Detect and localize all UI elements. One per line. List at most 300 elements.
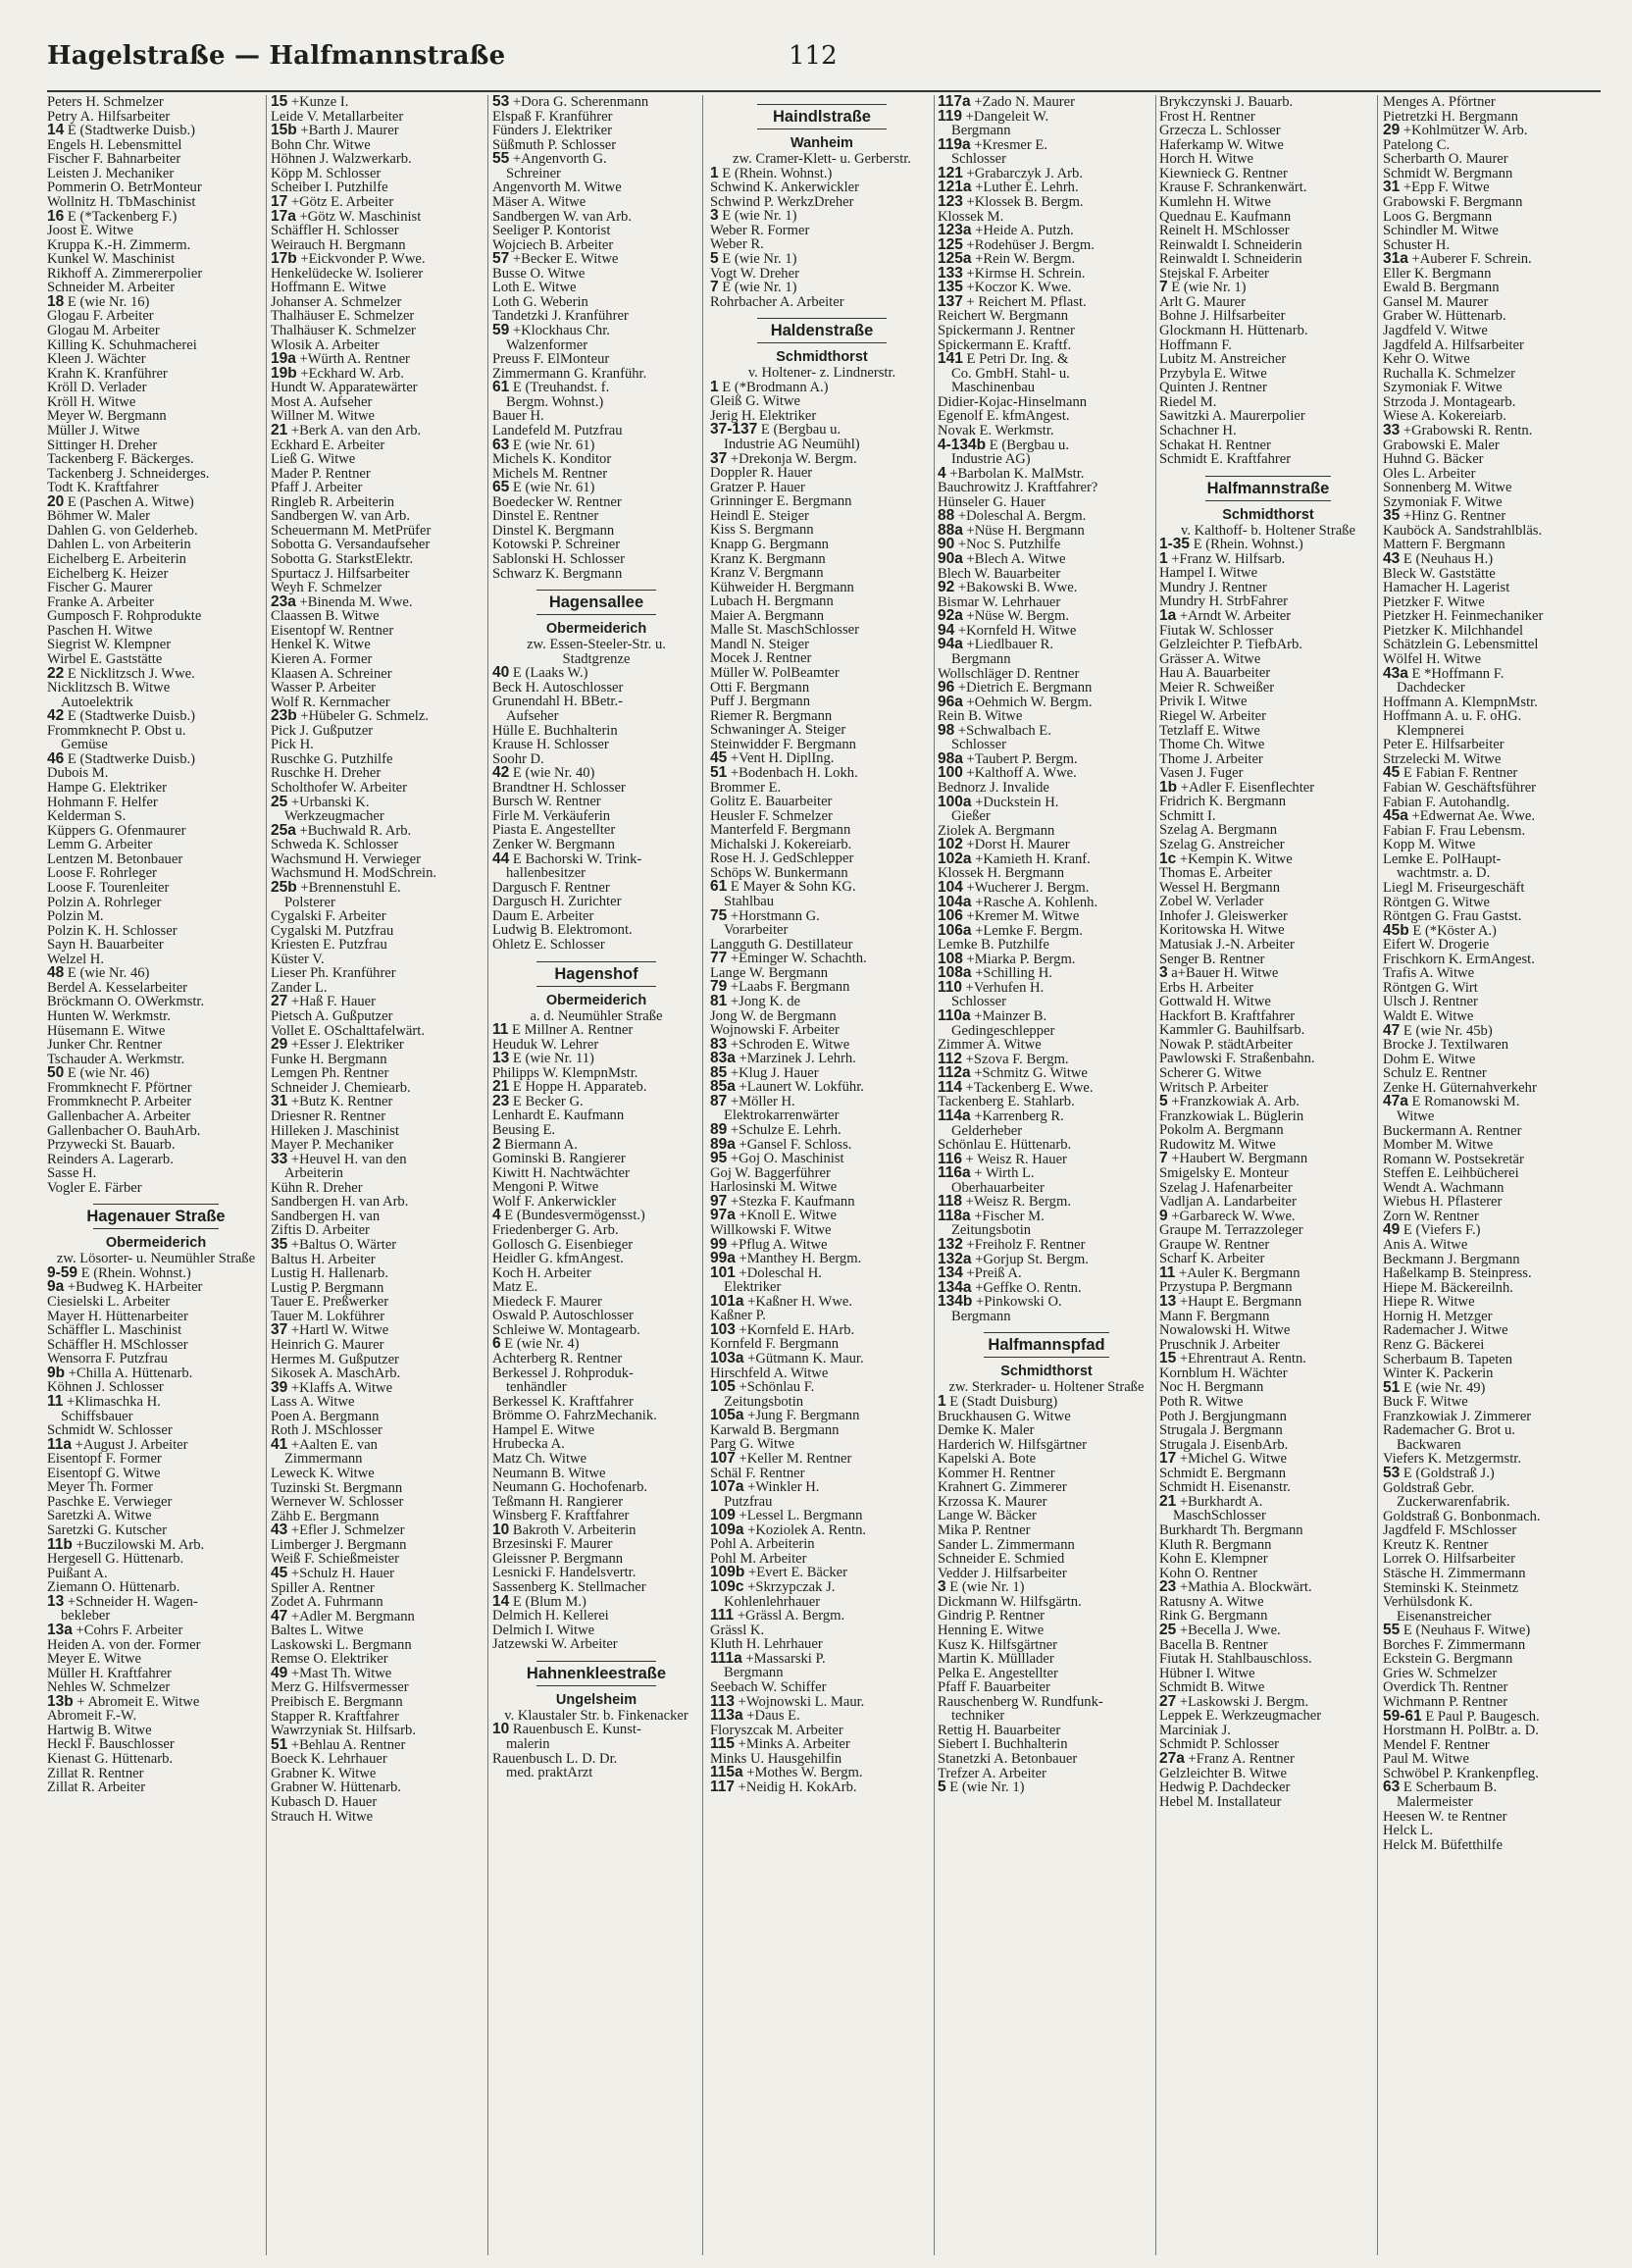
resident-entry xyxy=(271,638,484,652)
resident-entry xyxy=(710,938,934,953)
resident-entry xyxy=(271,709,484,724)
entry-text: +Karrenberg R. xyxy=(974,1108,1064,1124)
resident-entry xyxy=(271,224,484,238)
resident-entry xyxy=(710,394,934,409)
entry-text: Przybyla E. Witwe xyxy=(1159,366,1267,382)
resident-entry xyxy=(271,724,484,739)
entry-text: Berdel A. Kesselarbeiter xyxy=(47,980,188,996)
entry-text: Viefers K. Metzgermstr. xyxy=(1383,1452,1521,1467)
resident-entry xyxy=(1159,1737,1377,1752)
entry-text: +Butz K. Rentner xyxy=(290,1095,393,1109)
entry-text: Gemüse xyxy=(61,738,108,752)
entry-text: +Hübeler G. Schmelz. xyxy=(300,709,429,724)
house-number: 7 xyxy=(1159,281,1168,295)
resident-entry xyxy=(47,1352,265,1366)
resident-entry xyxy=(271,1752,484,1767)
resident-entry xyxy=(1159,1652,1377,1667)
entry-text: Kohn O. Rentner xyxy=(1159,1566,1258,1581)
house-number: 111a xyxy=(710,1651,742,1667)
entry-text: Trefzer A. Arbeiter xyxy=(938,1766,1046,1781)
resident-entry xyxy=(938,438,1155,453)
resident-entry xyxy=(492,1609,700,1624)
resident-entry xyxy=(47,652,265,667)
resident-entry xyxy=(1159,1210,1377,1224)
entry-text: Mundry H. StrbFahrer xyxy=(1159,594,1288,609)
entry-text: Pohl M. Arbeiter xyxy=(710,1551,807,1567)
entry-text: Writsch P. Arbeiter xyxy=(1159,1080,1268,1096)
resident-entry xyxy=(492,1266,700,1281)
entry-text: +Neidig H. KokArb. xyxy=(738,1779,857,1795)
house-number: 43 xyxy=(1383,552,1401,567)
entry-text: a+Bauer H. Witwe xyxy=(1171,966,1279,981)
resident-entry xyxy=(938,1423,1155,1438)
resident-entry xyxy=(1159,1152,1377,1166)
resident-entry xyxy=(271,210,484,225)
resident-entry xyxy=(938,652,1155,667)
house-number: 27a xyxy=(1159,1752,1185,1767)
resident-entry xyxy=(710,1467,934,1481)
resident-entry xyxy=(1383,1153,1603,1167)
entry-text: Sikosek A. MaschArb. xyxy=(271,1366,401,1381)
resident-entry xyxy=(1383,1667,1603,1681)
entry-text: Vollet E. OSchalttafelwärt. xyxy=(271,1023,425,1039)
directory-column-4 xyxy=(710,95,934,2255)
house-number: 25 xyxy=(1159,1623,1177,1638)
entry-text: +Gütmann K. Maur. xyxy=(747,1352,864,1366)
resident-entry xyxy=(47,1109,265,1124)
resident-entry xyxy=(1159,452,1377,467)
entry-text: Hübner I. Witwe xyxy=(1159,1666,1255,1681)
entry-text: +Stezka F. Kaufmann xyxy=(730,1194,855,1210)
entry-text: Waldt E. Witwe xyxy=(1383,1009,1474,1024)
entry-text: Leweck K. Witwe xyxy=(271,1467,375,1481)
resident-entry xyxy=(1159,409,1377,424)
house-number: 77 xyxy=(710,952,728,966)
resident-entry xyxy=(1383,1581,1603,1596)
entry-text: Pietretzki H. Bergmann xyxy=(1383,109,1518,125)
entry-text: Wensorra F. Putzfrau xyxy=(47,1352,168,1366)
resident-entry xyxy=(1383,1710,1603,1725)
resident-entry xyxy=(938,1552,1155,1567)
house-number: 23b xyxy=(271,709,297,724)
entry-text: Biermann A. xyxy=(504,1137,578,1153)
entry-text: Frischkorn K. ErmAngest. xyxy=(1383,952,1535,967)
entry-text: +Geffke O. Rentn. xyxy=(975,1280,1082,1296)
entry-text: Fabian W. Geschäftsführer xyxy=(1383,781,1537,796)
entry-text: Kehr O. Witwe xyxy=(1383,352,1470,367)
entry-text: Kreutz K. Rentner xyxy=(1383,1537,1489,1553)
entry-text: Mäser A. Witwe xyxy=(492,194,586,210)
resident-entry xyxy=(1159,1223,1377,1238)
entry-text: Preuss F. ElMonteur xyxy=(492,352,610,367)
entry-text: Petry A. Hilfsarbeiter xyxy=(47,109,171,125)
resident-entry xyxy=(47,1024,265,1039)
entry-text: Gumposch F. Rohprodukte xyxy=(47,609,202,624)
resident-entry xyxy=(1159,338,1377,353)
resident-entry xyxy=(938,1210,1155,1224)
entry-text: Poth R. Witwe xyxy=(1159,1394,1244,1410)
resident-entry xyxy=(938,852,1155,867)
entry-text: Jagdfeld F. MSchlosser xyxy=(1383,1523,1517,1538)
resident-entry xyxy=(1159,1624,1377,1638)
resident-entry xyxy=(271,281,484,295)
entry-text: Ruschke G. Putzhilfe xyxy=(271,751,393,767)
entry-text: +Edwernat Ae. Wwe. xyxy=(1411,809,1536,824)
entry-text: Dahlen L. von Arbeiterin xyxy=(47,538,191,552)
entry-text: wachtmstr. a. D. xyxy=(1397,866,1491,881)
entry-text: Kranz K. Bergmann xyxy=(710,551,826,567)
entry-text: Rademacher J. Witwe xyxy=(1383,1323,1508,1338)
entry-text: Reinwaldt I. Schneiderin xyxy=(1159,237,1302,253)
entry-text: Pfaff J. Arbeiter xyxy=(271,481,363,495)
resident-entry xyxy=(47,509,265,524)
entry-text: Rikhoff A. Zimmererpolier xyxy=(47,266,203,282)
resident-entry xyxy=(47,896,265,910)
resident-entry xyxy=(710,866,934,881)
entry-text: +Klimaschka H. xyxy=(67,1394,161,1410)
house-number: 17 xyxy=(1159,1452,1177,1467)
entry-text: Szelag J. Hafenarbeiter xyxy=(1159,1180,1293,1196)
resident-entry xyxy=(271,252,484,267)
entry-text: E (wie Nr. 1) xyxy=(722,251,797,267)
entry-text: Grässl K. xyxy=(710,1623,765,1638)
entry-text: Schmidt W. Bergmann xyxy=(1383,166,1513,181)
resident-entry xyxy=(1159,1352,1377,1366)
entry-text: med. praktArzt xyxy=(506,1766,593,1780)
resident-entry xyxy=(1159,1423,1377,1438)
entry-text: Rose H. J. GedSchlepper xyxy=(710,851,854,866)
resident-entry xyxy=(47,624,265,639)
house-number: 13a xyxy=(47,1623,73,1638)
house-number: 101a xyxy=(710,1294,744,1310)
house-number: 2 xyxy=(492,1137,501,1153)
entry-text: E Becker G. xyxy=(512,1094,584,1109)
entry-text: E (Blum M.) xyxy=(512,1594,586,1610)
entry-text: Schmidt W. Schlosser xyxy=(47,1423,173,1438)
house-number: 92a xyxy=(938,609,963,624)
entry-text: Grinninger E. Bergmann xyxy=(710,494,852,509)
house-number: 83 xyxy=(710,1037,728,1053)
entry-text: +Würth A. Rentner xyxy=(299,352,410,367)
resident-entry xyxy=(710,1724,934,1738)
house-number: 31 xyxy=(1383,180,1401,195)
entry-text: Witwe xyxy=(1397,1108,1435,1124)
entry-text: E (wie Nr. 1) xyxy=(722,209,797,224)
resident-entry xyxy=(938,981,1155,996)
house-number: 11 xyxy=(47,1394,64,1410)
house-number: 57 xyxy=(492,252,510,267)
entry-text: E (wie Nr. 1) xyxy=(722,281,797,295)
entry-text: +Blech A. Witwe xyxy=(966,552,1066,567)
resident-entry xyxy=(1383,438,1603,453)
entry-text: Frommknecht P. Arbeiter xyxy=(47,1095,192,1109)
entry-text: Fabian F. Frau Lebensm. xyxy=(1383,823,1526,839)
house-number: 134b xyxy=(938,1295,973,1310)
resident-entry xyxy=(1159,352,1377,367)
directory-column-3 xyxy=(492,95,700,2255)
resident-entry xyxy=(1383,781,1603,796)
resident-entry xyxy=(492,1095,700,1109)
resident-entry xyxy=(1383,509,1603,524)
entry-text: Tackenberg F. Bäckerges. xyxy=(47,452,194,467)
resident-entry xyxy=(710,1495,934,1510)
resident-entry xyxy=(1159,681,1377,696)
resident-entry xyxy=(271,1810,484,1825)
resident-entry xyxy=(1159,795,1377,809)
resident-entry xyxy=(271,595,484,610)
house-number: 46 xyxy=(47,751,65,767)
entry-text: +Winkler H. xyxy=(747,1480,820,1495)
resident-entry xyxy=(710,781,934,796)
house-number: 14 xyxy=(492,1594,510,1610)
entry-text: Thalhäuser K. Schmelzer xyxy=(271,324,416,338)
house-number: 25b xyxy=(271,880,297,896)
resident-entry xyxy=(492,1409,700,1423)
house-number: 107a xyxy=(710,1480,744,1495)
entry-text: Berkessel K. Kraftfahrer xyxy=(492,1394,634,1410)
entry-text: Bednorz J. Invalide xyxy=(938,781,1049,796)
entry-text: +Fischer M. xyxy=(974,1209,1045,1224)
resident-entry xyxy=(492,352,700,367)
house-number: 3 xyxy=(938,1580,946,1595)
entry-text: Lentzen M. Betonbauer xyxy=(47,851,183,867)
resident-entry xyxy=(271,1381,484,1396)
resident-entry xyxy=(710,1766,934,1780)
resident-entry xyxy=(938,1195,1155,1210)
resident-entry xyxy=(710,1366,934,1381)
resident-entry xyxy=(271,866,484,881)
house-number: 17a xyxy=(271,209,296,225)
resident-entry xyxy=(271,1295,484,1310)
resident-entry xyxy=(1383,638,1603,652)
resident-entry xyxy=(271,452,484,467)
column-divider xyxy=(702,95,703,2255)
house-number: 27 xyxy=(1159,1694,1177,1710)
entry-text: Eller K. Bergmann xyxy=(1383,266,1492,282)
resident-entry xyxy=(271,1181,484,1196)
resident-entry xyxy=(1159,652,1377,667)
resident-entry xyxy=(271,1652,484,1667)
house-number: 44 xyxy=(492,851,510,867)
entry-text: bekleber xyxy=(61,1609,111,1624)
entry-text: Hamacher H. Lagerist xyxy=(1383,581,1510,595)
resident-entry xyxy=(47,210,265,225)
entry-text: Schneider E. Schmied xyxy=(938,1552,1065,1567)
resident-entry xyxy=(938,1752,1155,1767)
entry-text: Heindl E. Steiger xyxy=(710,508,809,524)
entry-text: Meyer W. Bergmann xyxy=(47,409,167,424)
house-number: 137 xyxy=(938,294,963,310)
resident-entry xyxy=(492,1523,700,1538)
entry-text: E (wie Nr. 45b) xyxy=(1402,1023,1493,1039)
house-number: 17b xyxy=(271,252,297,267)
resident-entry xyxy=(938,1410,1155,1424)
entry-text: Gominski B. Rangierer xyxy=(492,1152,626,1166)
resident-entry xyxy=(1383,624,1603,639)
entry-text: Pick J. Gußputzer xyxy=(271,723,374,739)
resident-entry xyxy=(710,1309,934,1323)
resident-entry xyxy=(492,1509,700,1523)
entry-text: Industrie AG) xyxy=(951,452,1031,467)
entry-text: +Laskowski J. Bergm. xyxy=(1179,1694,1309,1710)
resident-entry xyxy=(271,766,484,781)
entry-text: Polsterer xyxy=(284,895,335,910)
entry-text: Höhnen J. Walzwerkarb. xyxy=(271,152,412,167)
resident-entry xyxy=(710,381,934,395)
resident-entry xyxy=(271,1667,484,1681)
house-number: 103 xyxy=(710,1322,736,1338)
entry-text: Bauchrowitz J. Kraftfahrer? xyxy=(938,481,1098,495)
resident-entry xyxy=(938,1624,1155,1638)
entry-text: +Budweg K. HArbeiter xyxy=(67,1280,203,1295)
entry-text: E Hoppe H. Apparateb. xyxy=(512,1080,647,1095)
resident-entry xyxy=(938,1253,1155,1267)
street-heading: Haldenstraße xyxy=(710,318,934,343)
resident-entry xyxy=(938,167,1155,181)
resident-entry xyxy=(492,295,700,310)
resident-entry xyxy=(271,367,484,382)
house-number: 7 xyxy=(710,281,719,295)
entry-text: Goldstraß G. Bonbonmach. xyxy=(1383,1509,1541,1524)
resident-entry xyxy=(47,696,265,710)
entry-text: Strugala J. EisenbArb. xyxy=(1159,1437,1289,1453)
house-number: 51 xyxy=(710,765,728,781)
entry-text: Scherer G. Witwe xyxy=(1159,1066,1262,1081)
resident-entry xyxy=(271,581,484,595)
resident-entry xyxy=(492,795,700,809)
entry-text: Szelag G. Anstreicher xyxy=(1159,838,1285,852)
resident-entry xyxy=(710,1637,934,1652)
resident-entry xyxy=(271,1523,484,1538)
house-number: 96 xyxy=(938,681,955,696)
resident-entry xyxy=(1383,395,1603,410)
house-number: 9a xyxy=(47,1280,65,1295)
resident-entry xyxy=(492,895,700,909)
entry-text: Lange W. Bäcker xyxy=(938,1509,1037,1523)
entry-text: +Kohlmützer W. Arb. xyxy=(1402,124,1528,138)
entry-text: Sablonski H. Schlosser xyxy=(492,552,625,567)
entry-text: Grunendahl H. BBetr.- xyxy=(492,695,623,709)
resident-entry xyxy=(938,409,1155,424)
entry-text: Meyer E. Witwe xyxy=(47,1652,141,1667)
resident-entry xyxy=(1383,152,1603,167)
entry-text: Jerig H. Elektriker xyxy=(710,408,817,424)
resident-entry xyxy=(492,938,700,953)
resident-entry xyxy=(710,1695,934,1710)
house-number: 21 xyxy=(492,1080,510,1095)
house-number: 13 xyxy=(47,1594,65,1610)
entry-text: Zenker W. Bergmann xyxy=(492,838,615,852)
entry-text: Aufseher xyxy=(506,708,559,724)
house-number: 104a xyxy=(938,895,972,910)
resident-entry xyxy=(1159,1295,1377,1310)
house-number: 43 xyxy=(271,1523,288,1538)
entry-text: +Rodehüser J. Bergm. xyxy=(966,237,1095,253)
resident-entry xyxy=(492,1123,700,1138)
resident-entry xyxy=(710,409,934,424)
district-name: Schmidthorst xyxy=(776,349,868,366)
entry-text: Zander L. xyxy=(271,980,328,996)
entry-text: Willner M. Witwe xyxy=(271,409,375,424)
entry-text: +Bakowski B. Wwe. xyxy=(957,581,1078,595)
entry-text: Renz G. Bäckerei xyxy=(1383,1337,1485,1353)
house-number: 115a xyxy=(710,1766,743,1780)
entry-text: +Franzkowiak A. Arb. xyxy=(1171,1095,1300,1109)
resident-entry xyxy=(47,110,265,125)
resident-entry xyxy=(492,267,700,282)
entry-text: Klossek M. xyxy=(938,209,1004,225)
entry-text: +Gansel F. Schloss. xyxy=(739,1137,852,1153)
entry-text: Floryszcak M. Arbeiter xyxy=(710,1723,843,1738)
entry-text: Schneider M. Arbeiter xyxy=(47,281,176,295)
resident-entry xyxy=(710,638,934,652)
entry-text: Sobotta G. Versandaufseher xyxy=(271,538,431,552)
entry-text: Grässer A. Witwe xyxy=(1159,651,1261,667)
resident-entry xyxy=(710,1552,934,1567)
entry-text: Loose F. Rohrleger xyxy=(47,866,157,881)
resident-entry xyxy=(938,624,1155,639)
entry-text: Dachdecker xyxy=(1397,681,1465,696)
entry-text: +Kornfeld E. HArb. xyxy=(739,1322,855,1338)
house-number: 88a xyxy=(938,523,963,539)
resident-entry xyxy=(47,1380,265,1395)
resident-entry xyxy=(1159,110,1377,125)
resident-entry xyxy=(47,167,265,181)
resident-entry xyxy=(938,1737,1155,1752)
entry-text: Kiewnieck G. Rentner xyxy=(1159,166,1288,181)
resident-entry xyxy=(492,1352,700,1366)
house-number: 94a xyxy=(938,638,963,652)
entry-text: Lenhardt E. Kaufmann xyxy=(492,1108,625,1123)
resident-entry xyxy=(271,781,484,796)
entry-text: Dinstel E. Rentner xyxy=(492,509,599,524)
entry-text: Delmich I. Witwe xyxy=(492,1623,595,1638)
entry-text: Hedwig P. Dachdecker xyxy=(1159,1780,1291,1795)
resident-entry xyxy=(271,1024,484,1039)
entry-text: Henkelüdecke W. Isolierer xyxy=(271,266,424,282)
resident-entry xyxy=(47,581,265,595)
resident-entry xyxy=(1159,938,1377,953)
resident-entry xyxy=(1159,1724,1377,1738)
entry-text: Kaßner P. xyxy=(710,1309,766,1323)
resident-entry xyxy=(492,1023,700,1038)
resident-entry xyxy=(1159,1323,1377,1338)
entry-text: Dargusch F. Rentner xyxy=(492,880,610,896)
entry-text: Neumann G. Hochofenarb. xyxy=(492,1480,648,1495)
directory-column-6 xyxy=(1159,95,1377,2255)
resident-entry xyxy=(1159,1709,1377,1724)
entry-text: Kluth R. Bergmann xyxy=(1159,1537,1272,1553)
entry-text: +Adler F. Eisenflechter xyxy=(1180,780,1315,796)
resident-entry xyxy=(1383,1353,1603,1367)
resident-entry xyxy=(1159,1780,1377,1795)
entry-text: Heidler G. kfmAngest. xyxy=(492,1252,624,1266)
resident-entry xyxy=(492,509,700,524)
house-number: 49 xyxy=(1383,1223,1401,1238)
resident-entry xyxy=(47,524,265,539)
entry-text: Polzin A. Rohrleger xyxy=(47,895,162,910)
resident-entry xyxy=(1159,167,1377,181)
resident-entry xyxy=(492,1038,700,1053)
house-number: 132 xyxy=(938,1238,963,1253)
resident-entry xyxy=(1383,295,1603,310)
resident-entry xyxy=(1383,1223,1603,1238)
resident-entry xyxy=(47,1138,265,1153)
resident-entry xyxy=(1159,1452,1377,1467)
resident-entry xyxy=(271,1153,484,1167)
entry-text: Abromeit F.-W. xyxy=(47,1709,137,1724)
resident-entry xyxy=(492,666,700,681)
